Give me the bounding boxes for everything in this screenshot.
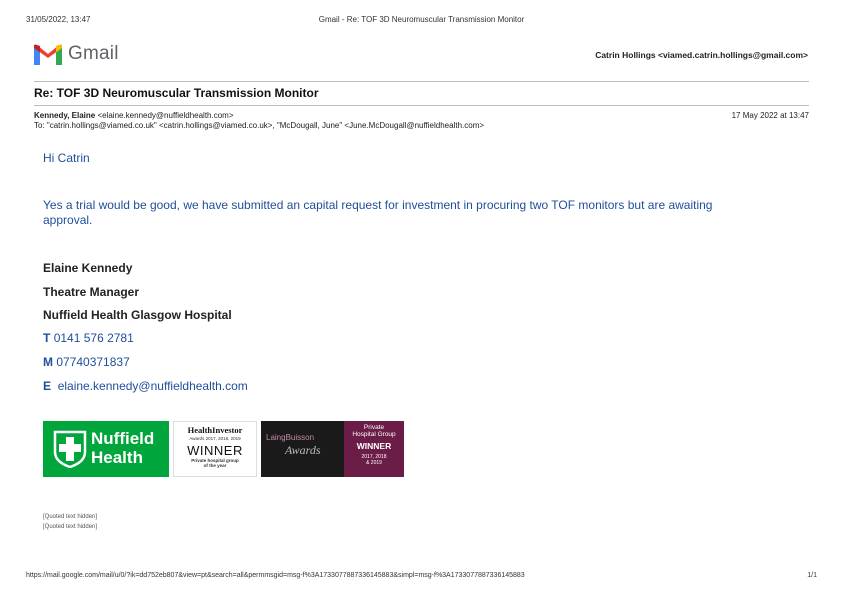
subject-divider <box>34 105 809 106</box>
signature-phone-row <box>43 331 134 345</box>
recipients-line: To: "catrin.hollings@viamed.co.uk" <catrin.hollings@viamed.co.uk>, "McDougall, June" <June.McDougall@nuffieldhealth.com> <box>34 121 485 130</box>
footer-url: https://mail.google.com/mail/u/0/?ik=dd752eb807&view=pt&search=all&permmsgid=msg-f%3A1733077887336145883&simpl=msg-f%3A1733077887336145883 <box>26 572 525 579</box>
account-user: Catrin Hollings <viamed.catrin.hollings@gmail.com> <box>595 50 808 60</box>
laingbuisson-award-logo: LaingBuisson Awards Private Hospital Group WINNER 2017, 2018 & 2019 <box>261 421 404 477</box>
message-date: 17 May 2022 at 13:47 <box>731 111 809 120</box>
signature-org: Nuffield Health Glasgow Hospital <box>43 308 232 322</box>
quoted-text-toggle[interactable]: [Quoted text hidden] <box>43 524 98 530</box>
nuffield-cross-icon <box>53 430 87 468</box>
email-link[interactable]: elaine.kennedy@nuffieldhealth.com <box>57 379 248 393</box>
greeting: Hi Catrin <box>43 151 90 165</box>
sender-line <box>34 111 234 120</box>
signature-role: Theatre Manager <box>43 285 140 299</box>
signature-name: Elaine Kennedy <box>43 261 133 275</box>
sender-name: Kennedy, Elaine <box>34 111 96 120</box>
signature-email-row <box>43 379 248 393</box>
nuffield-name: Nuffield Health <box>91 429 155 467</box>
email-subject: Re: TOF 3D Neuromuscular Transmission Monitor <box>34 86 319 100</box>
email-label: E <box>43 379 52 393</box>
healthinvestor-award-logo: HealthInvestor Awards 2017, 2018, 2019 WINNER Private hospital group of the year <box>173 421 257 477</box>
quoted-text-toggle[interactable]: [Quoted text hidden] <box>43 514 98 520</box>
phone-label: T <box>43 331 51 345</box>
signature-mobile-row <box>43 355 130 369</box>
print-datetime: 31/05/2022, 13:47 <box>26 15 91 24</box>
gmail-wordmark: Gmail <box>68 43 119 64</box>
print-page-title: Gmail - Re: TOF 3D Neuromuscular Transmission Monitor <box>318 15 525 24</box>
footer-page-number: 1/1 <box>807 572 817 579</box>
gmail-logo-icon <box>34 44 62 70</box>
phone-number[interactable]: 0141 576 2781 <box>53 331 134 345</box>
header-divider <box>34 81 809 82</box>
message-body: Yes a trial would be good, we have submitted an capital request for investment in procuring two TOF monitors but are awaiting approval. <box>43 198 713 227</box>
mobile-number[interactable]: 07740371837 <box>56 355 130 369</box>
mobile-label: M <box>43 355 53 369</box>
nuffield-health-logo <box>43 421 169 477</box>
sender-email: <elaine.kennedy@nuffieldhealth.com> <box>97 111 234 120</box>
